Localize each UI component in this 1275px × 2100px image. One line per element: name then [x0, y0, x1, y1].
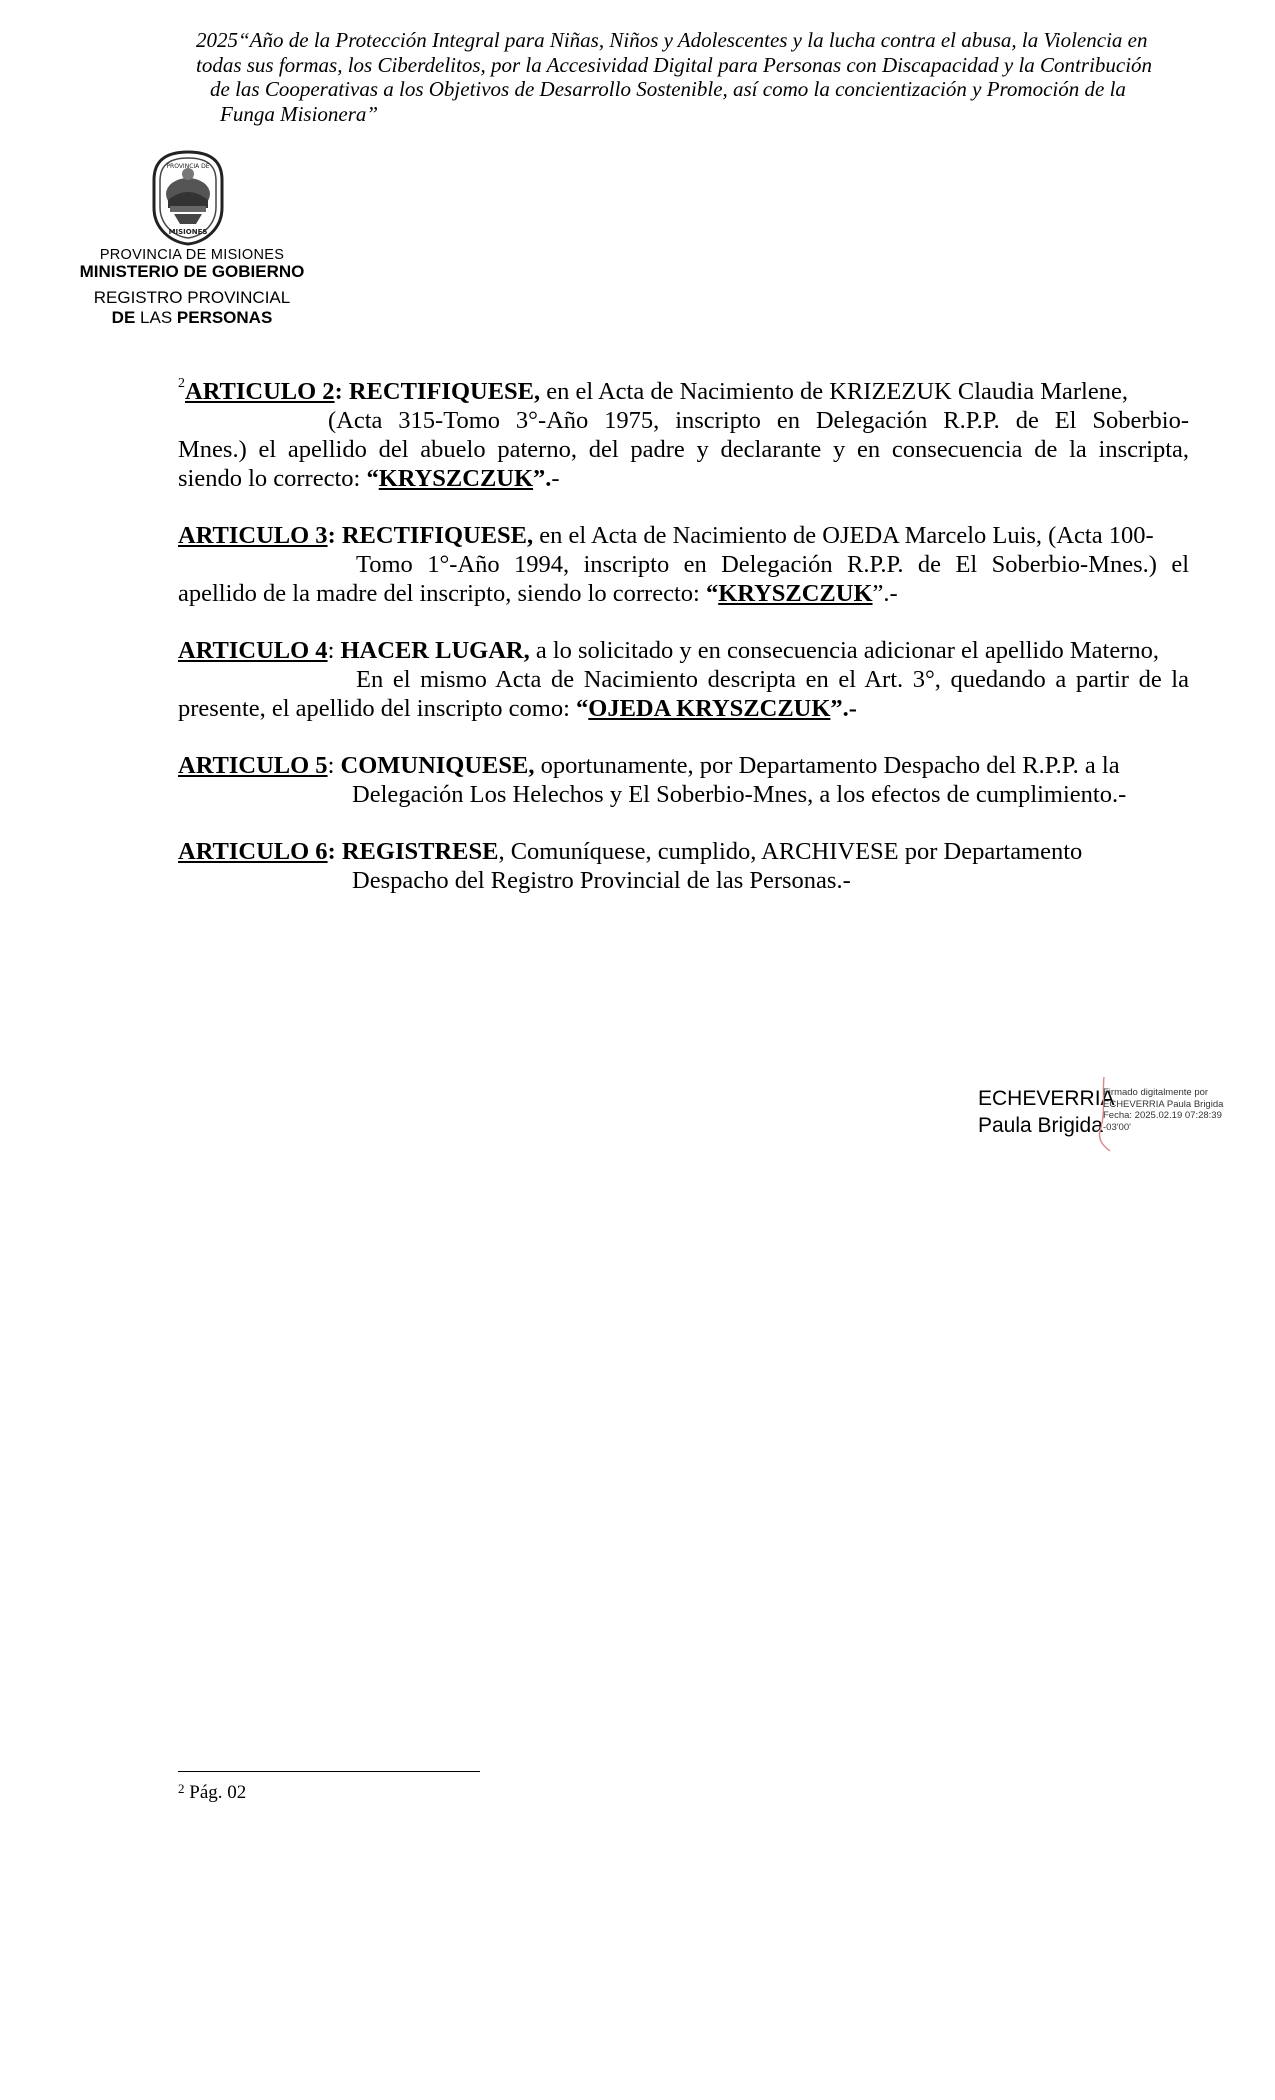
article-line: Despacho del Registro Provincial de las Personas.-: [352, 867, 851, 894]
article-5: [178, 751, 1189, 809]
article-label: ARTICULO 2: [185, 378, 335, 405]
motto-line: todas sus formas, los Ciberdelitos, por la Accesividad Digital para Personas con Discapacidad y la Contribución: [196, 52, 1153, 77]
article-line: ARTICULO 4: HACER LUGAR, a lo solicitado y en consecuencia adicionar el apellido Materno,: [178, 637, 1159, 664]
article-line: (Acta 315-Tomo 3°-Año 1975, inscripto en Delegación R.P.P. de El Soberbio-: [328, 407, 1189, 434]
corrected-surname: KRYSZCZUK: [378, 465, 534, 492]
motto-line: Funga Misionera”: [220, 101, 379, 126]
article-label: ARTICULO 6: [178, 838, 328, 865]
article-label: ARTICULO 4: [178, 637, 328, 664]
article-line: siendo lo correcto: “KRYSZCZUK”.-: [178, 465, 560, 492]
article-line: apellido de la madre del inscripto, siendo lo correcto: “KRYSZCZUK”.-: [178, 580, 898, 607]
signature-name: ECHEVERRIA Paula Brigida: [978, 1087, 1115, 1137]
article-action: RECTIFIQUESE,: [342, 378, 541, 405]
document-body: [178, 377, 1189, 923]
article-line: ARTICULO 5: COMUNIQUESE, oportunamente, por Departamento Despacho del R.P.P. a la: [178, 752, 1120, 779]
article-2: [178, 377, 1189, 493]
article-line: ARTICULO 6: REGISTRESE, Comuníquese, cumplido, ARCHIVESE por Departamento: [178, 838, 1083, 865]
motto-line: 2025“Año de la Protección Integral para Niñas, Niños y Adolescentes y la lucha contra el abusa, la Violencia en: [196, 28, 1148, 52]
article-line: Delegación Los Helechos y El Soberbio-Mnes, a los efectos de cumplimiento.-: [352, 781, 1127, 808]
header-motto: [196, 28, 1171, 126]
article-line: En el mismo Acta de Nacimiento descripta en el Art. 3°, quedando a partir de la: [356, 666, 1189, 693]
digital-signature-note: Firmado digitalmente por ECHEVERRIA Paula Brigida Fecha: 2025.02.19 07:28:39 -03'00': [1103, 1087, 1224, 1133]
article-action: HACER LUGAR,: [334, 637, 530, 664]
article-action: RECTIFIQUESE,: [335, 522, 534, 549]
institution-province: PROVINCIA DE MISIONES: [99, 247, 285, 263]
article-action: REGISTRESE: [335, 838, 499, 865]
article-6: [178, 837, 1189, 895]
article-line: $^2$ARTICULO 2: RECTIFIQUESE, en el Acta de Nacimiento de KRIZEZUK Claudia Marlene,: [178, 376, 1128, 405]
provincial-seal-logo: [140, 150, 236, 246]
article-label: ARTICULO 5: [178, 752, 328, 779]
article-3: [178, 521, 1189, 608]
footnote-ref: 2: [178, 376, 185, 391]
footnote-separator: [178, 1771, 480, 1772]
seal-top-text: PROVINCIA DE: [166, 163, 210, 170]
article-label: ARTICULO 3: [178, 522, 328, 549]
article-line: Tomo 1°-Año 1994, inscripto en Delegación R.P.P. de El Soberbio-Mnes.) el: [356, 551, 1189, 578]
article-line: presente, el apellido del inscripto como: “OJEDA KRYSZCZUK”.-: [178, 695, 857, 722]
institution-registry: REGISTRO PROVINCIAL: [93, 288, 291, 307]
article-line: ARTICULO 3: RECTIFIQUESE, en el Acta de Nacimiento de OJEDA Marcelo Luis, (Acta 100-: [178, 522, 1154, 549]
institution-registry-line2: DE LAS PERSONAS: [111, 308, 273, 327]
motto-line: de las Cooperativas a los Objetivos de Desarrollo Sostenible, así como la concientización y Promoción de la: [210, 77, 1126, 101]
article-4: [178, 636, 1189, 723]
seal-bottom-text: MISIONES: [168, 228, 208, 236]
institution-ministry: MINISTERIO DE GOBIERNO: [79, 262, 305, 281]
corrected-surname: OJEDA KRYSZCZUK: [588, 695, 831, 722]
corrected-surname: KRYSZCZUK: [718, 580, 873, 607]
footnote: $^2$ Pág. 02: [178, 1781, 247, 1803]
article-line: Mnes.) el apellido del abuelo paterno, del padre y declarante y en consecuencia de la inscripta,: [178, 436, 1189, 463]
article-action: COMUNIQUESE,: [334, 752, 535, 779]
